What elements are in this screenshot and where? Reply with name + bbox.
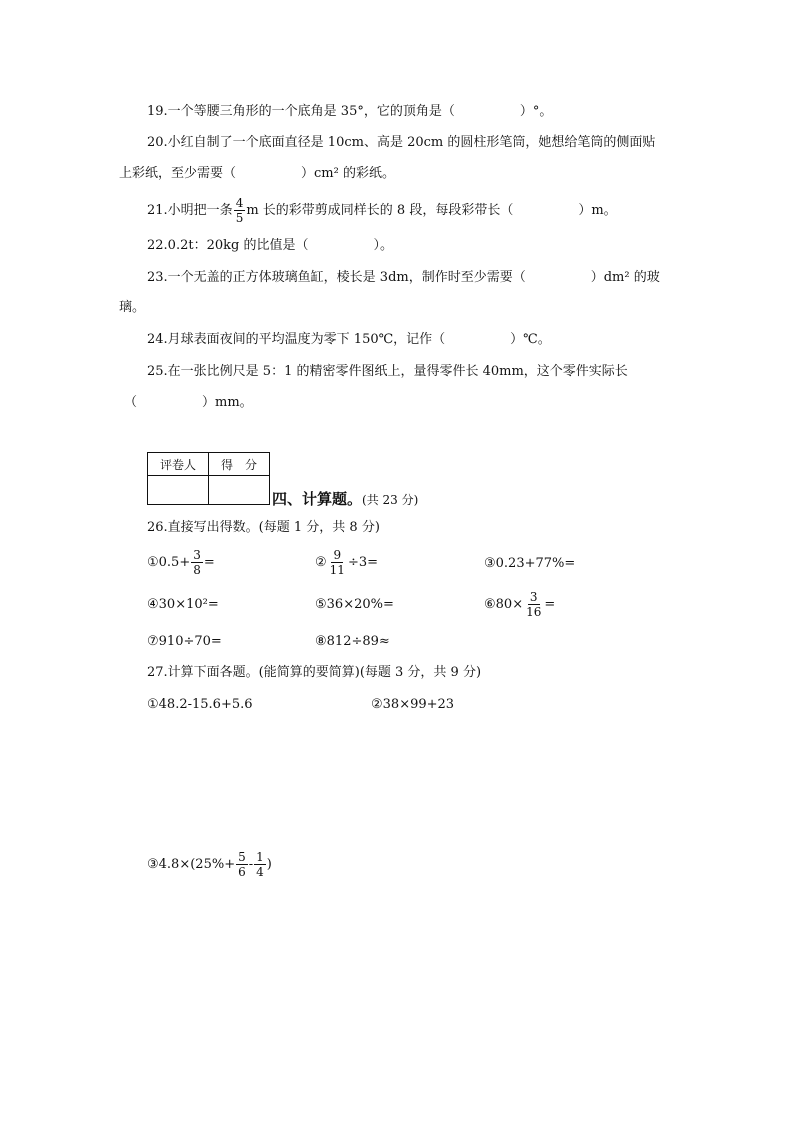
q27-item-3-minus: - <box>248 857 254 872</box>
question-27-title: 27.计算下面各题。(能简算的要简算)(每题 3 分，共 9 分) <box>147 665 482 680</box>
q27-item-2: ②38×99+23 <box>371 697 455 712</box>
fraction-denominator: 6 <box>238 865 246 879</box>
reviewer-header: 评卷人 <box>148 453 209 476</box>
fraction-denominator: 16 <box>526 605 542 619</box>
fraction-numerator: 3 <box>529 590 538 604</box>
question-25-line2: （ ）mm。 <box>124 395 253 410</box>
fraction-numerator: 9 <box>333 548 342 562</box>
fraction-numerator: 4 <box>235 196 244 210</box>
fraction-numerator: 3 <box>193 548 201 562</box>
q27-item-3-post: ) <box>266 857 272 872</box>
section-4-title: 四、计算题。 <box>272 490 363 508</box>
fraction-denominator: 8 <box>193 563 201 577</box>
question-26-title: 26.直接写出得数。(每题 1 分，共 8 分) <box>147 520 380 535</box>
q26-item-1 <box>147 546 215 580</box>
q26-item-3: ③0.23+77%= <box>484 556 576 571</box>
q26-item-8: ⑧812÷89≈ <box>315 634 390 649</box>
fraction-5-6 <box>236 850 248 879</box>
q26-item-4: ④30×10²= <box>147 597 219 612</box>
q26-item-1-pre: ①0.5+ <box>147 555 191 570</box>
question-21 <box>147 194 617 228</box>
fraction-numerator: 5 <box>238 850 246 864</box>
fraction-1-4 <box>254 850 266 879</box>
question-20-line2: 上彩纸，至少需要（ ）cm² 的彩纸。 <box>119 166 395 181</box>
q26-item-6-pre: ⑥80× <box>484 597 524 612</box>
question-19: 19.一个等腰三角形的一个底角是 35°，它的顶角是（ ）°。 <box>147 104 553 119</box>
fraction-9-11 <box>328 548 347 577</box>
q26-item-6 <box>484 588 555 622</box>
question-20-line1: 20.小红自制了一个底面直径是 10cm、高是 20cm 的圆柱形笔筒，她想给笔筒的侧面贴 <box>147 135 656 150</box>
fraction-3-16 <box>524 590 543 619</box>
section-4-heading <box>272 490 418 510</box>
q27-item-3 <box>147 848 272 882</box>
question-23-line2: 璃。 <box>119 300 146 315</box>
score-header: 得 分 <box>209 453 270 476</box>
q26-item-2 <box>315 546 378 580</box>
fraction-denominator: 11 <box>329 563 345 577</box>
fraction-3-8 <box>191 548 203 577</box>
q27-item-1: ①48.2-15.6+5.6 <box>147 697 253 712</box>
fraction-denominator: 5 <box>235 211 244 225</box>
question-21-post: m 长的彩带剪成同样长的 8 段，每段彩带长（ ）m。 <box>246 203 617 218</box>
score-cell <box>209 476 270 505</box>
q26-item-2-pre: ② <box>315 555 327 570</box>
q27-item-3-pre: ③4.8×(25%+ <box>147 857 236 872</box>
question-23-line1: 23.一个无盖的正方体玻璃鱼缸，棱长是 3dm，制作时至少需要（ ）dm² 的玻 <box>147 270 660 285</box>
fraction-4-5 <box>234 196 246 225</box>
q26-item-1-post: = <box>203 555 215 570</box>
question-21-pre: 21.小明把一条 <box>147 203 233 218</box>
question-24: 24.月球表面夜间的平均温度为零下 150℃，记作（ ）℃。 <box>147 332 551 347</box>
fraction-denominator: 4 <box>256 865 264 879</box>
section-4-subtitle: (共 23 分) <box>362 493 419 507</box>
q26-item-2-post: ÷3= <box>347 555 378 570</box>
fraction-numerator: 1 <box>256 850 264 864</box>
score-table <box>147 452 270 505</box>
reviewer-cell <box>148 476 209 505</box>
question-25-line1: 25.在一张比例尺是 5：1 的精密零件图纸上，量得零件长 40mm，这个零件实际长 <box>147 364 628 379</box>
q26-item-6-post: = <box>544 597 556 612</box>
q26-item-7: ⑦910÷70= <box>147 634 222 649</box>
q26-item-5: ⑤36×20%= <box>315 597 394 612</box>
question-22: 22.0.2t：20kg 的比值是（ ）。 <box>147 238 393 253</box>
